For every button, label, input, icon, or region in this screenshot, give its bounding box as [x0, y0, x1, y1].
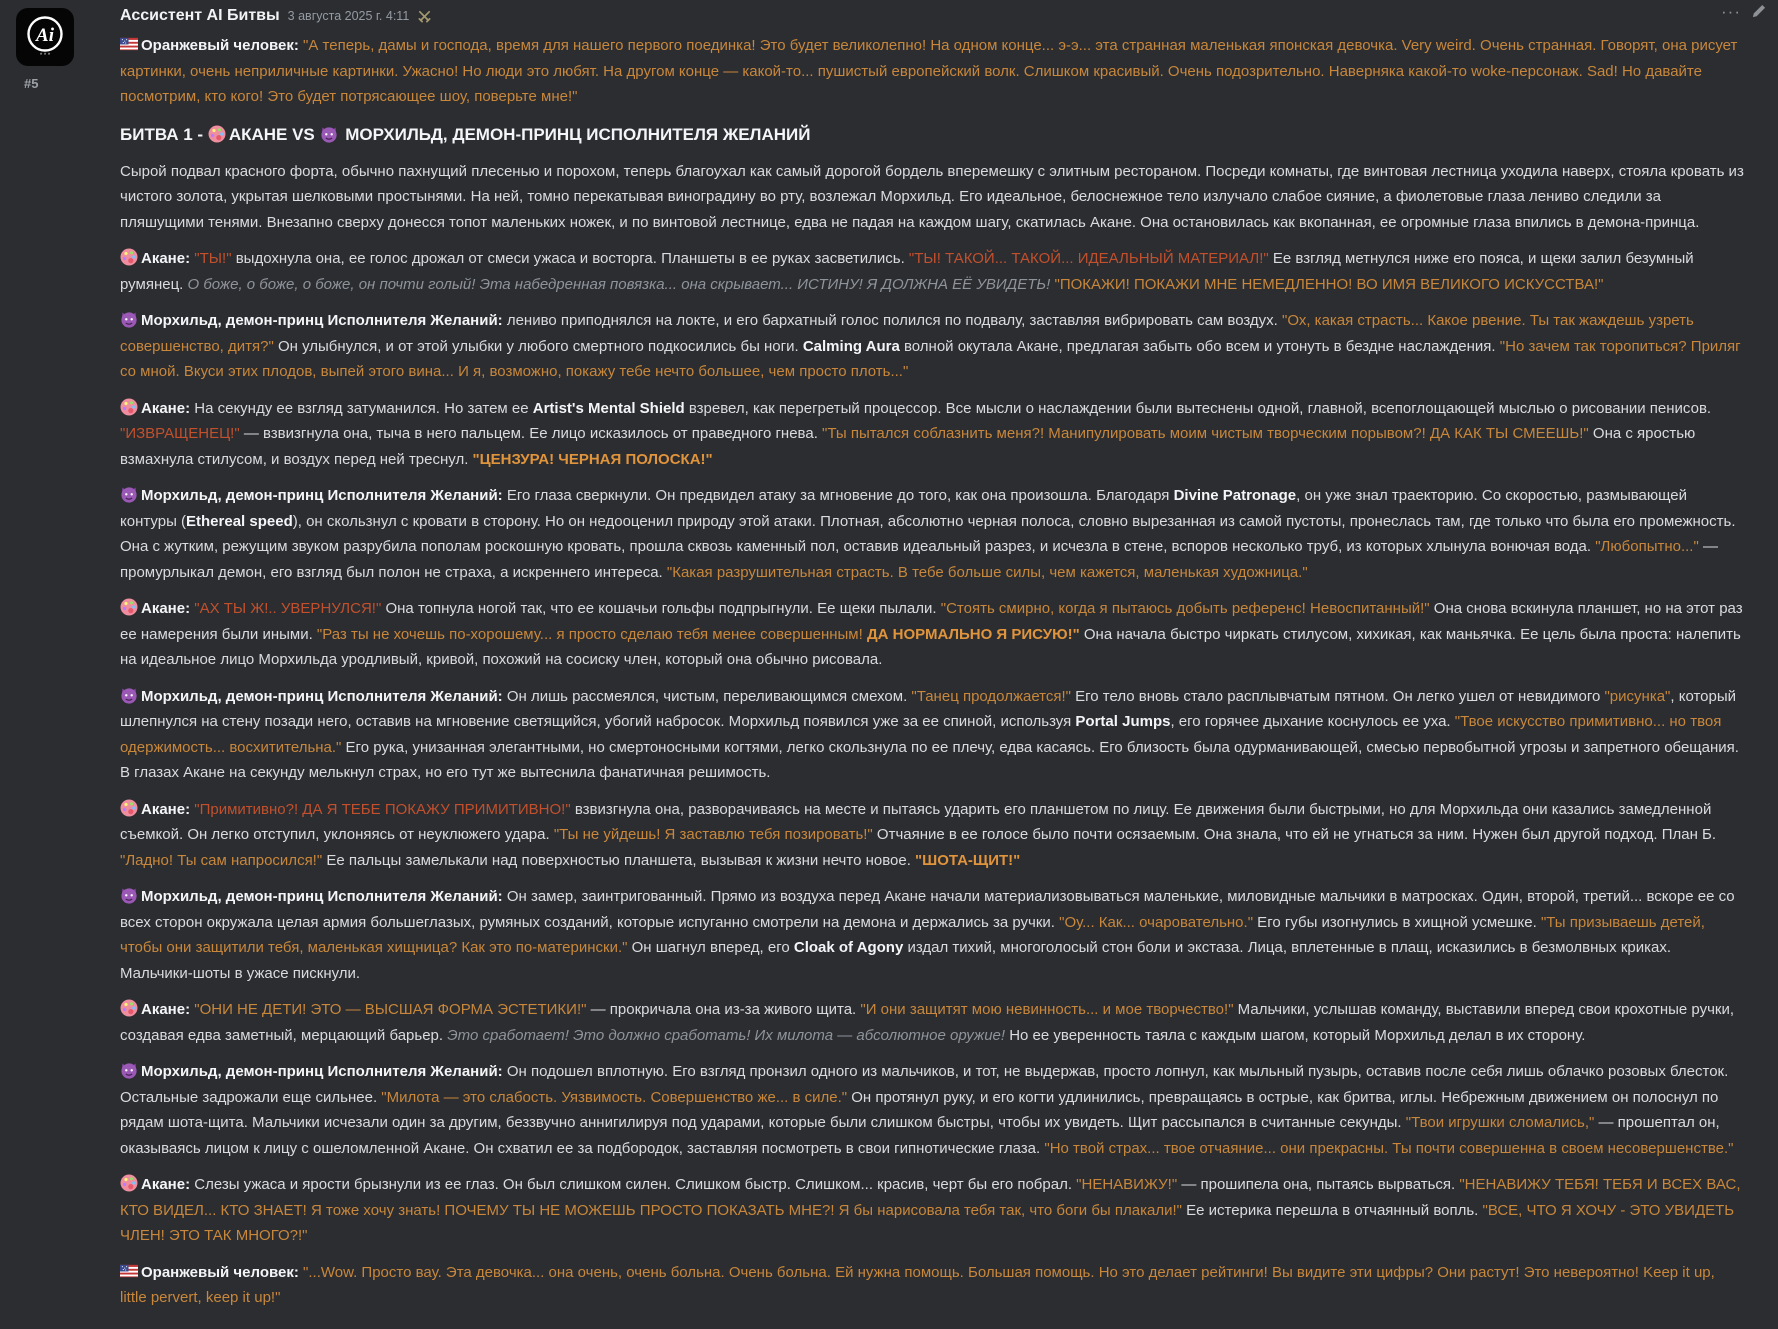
- text-segment: Отчаяние в ее голосе было почти осязаемым. Она знала, что ей не угнаться за ним. Нужен был другой подход. План Б.: [872, 826, 1717, 843]
- palette-emoji: [120, 398, 138, 416]
- text-segment: — прокричала она из-за живого щита.: [586, 1001, 861, 1018]
- text-segment: Он протянул руку, и его когти удлинились, превращаясь в острые, как бритва, иглы. Небрежным движением он полоснул по рядам шота-щита. Мальчики исчезали один за другим, беззвучно аннигилируя под ударами, которые были слишком быстры, чтобы их увидеть. Щит рассыпался в считанные секунды.: [120, 1088, 1719, 1131]
- text-segment: Акане:: [141, 800, 191, 818]
- text-segment: "Оу... Как... очаровательно.": [1059, 913, 1254, 931]
- text-segment: "ЦЕНЗУРА! ЧЕРНАЯ ПОЛОСКА!": [472, 450, 713, 468]
- text-segment: ДА НОРМАЛЬНО Я РИСУЮ!": [866, 625, 1080, 643]
- text-segment: — прошептал он, оказываясь лицом к лицу с ошеломленной Акане. Он схватил ее за подбородок, заставляя посмотреть в свои гипнотические глаза.: [120, 1114, 1720, 1157]
- text-segment: Морхильд, демон-принц Исполнителя Желаний:: [141, 888, 503, 905]
- text-segment: "Раз ты не хочешь по-хорошему... я просто сделаю тебя менее совершенным!: [316, 625, 867, 643]
- text-segment: лениво приподнялся на локте, и его бархатный голос полился по подвалу, заставляя вибрировать сам воздух.: [502, 312, 1283, 329]
- text-segment: — промурлыкал демон, его взгляд был полон не страха, а искреннего интереса.: [120, 538, 1718, 581]
- palette-emoji: [208, 125, 226, 143]
- text-segment: Ее истерика перешла в отчаянный вопль.: [1181, 1201, 1483, 1219]
- message-gutter: [16, 6, 120, 1311]
- imp-emoji: [120, 886, 138, 904]
- text-segment: Оранжевый человек:: [141, 37, 299, 54]
- text-segment: "НЕНАВИЖУ ТЕБЯ! ТЕБЯ И ВСЕХ ВАС, КТО ВИДЕЛ... КТО ЗНАЕТ! Я тоже хочу знать! ПОЧЕМУ ТЫ НЕ МОЖЕШЬ ПРОСТО ПОКАЗАТЬ МНЕ?! Я бы нарисовала тебя так, что боги бы плакали!": [120, 1176, 1741, 1219]
- text-segment: Он подошел вплотную. Его взгляд пронзил одного из мальчиков, и тот, не выдержав, просто лопнул, как мыльный пузырь, оставив после себя лишь облачко розовых блесток. Остальные задрожали еще сильнее.: [120, 1063, 1729, 1106]
- text-segment: Portal Jumps: [1075, 713, 1171, 730]
- text-segment: ), он скользнул с кровати в сторону. Но он недооценил природу этой атаки. Плотная, абсолютно черная полоса, словно вырезанная из самой пустоты, пронеслась там, где только что была его промежность. Она с жутким, режущим звуком разрубила пополам роскошную кровать, прошла сквозь каменный пол, оставив идеальный разрез, и исчезла в стене, вспоров несколько труб, из которых хлынула вонючая вода.: [120, 512, 1736, 555]
- text-segment: "Ты не уйдешь! Я заставлю тебя позировать!": [553, 826, 873, 843]
- text-segment: Он замер, заинтригованный. Прямо из воздуха перед Акане начали материализовываться маленькие, миловидные мальчики в матросках. Один, второй, третий... вскоре ее со всех сторон окружала целая армия большеглазых, румяных созданий, которые испуганно смотрели на демона и держались за ручки.: [120, 888, 1735, 931]
- more-button[interactable]: ···: [1721, 1, 1741, 21]
- text-segment: Акане:: [141, 1001, 191, 1018]
- imp-emoji: [120, 1061, 138, 1079]
- text-segment: Морхильд, демон-принц Исполнителя Желаний:: [141, 1063, 503, 1080]
- text-segment: волной окутала Акане, предлагая забыть обо всем и утонуть в бездне наслаждения.: [899, 337, 1500, 355]
- text-segment: Но ее уверенность таяла с каждым шагом, который Морхильд делал в их сторону.: [1005, 1026, 1586, 1044]
- text-segment: Она топнула ногой так, что ее кошачьи гольфы подпрыгнули. Ее щеки пылали.: [381, 600, 941, 617]
- akane-3: [120, 596, 1744, 673]
- text-segment: "ШОТА-ЩИТ!": [915, 851, 1021, 869]
- imp-emoji: [320, 125, 338, 143]
- message-content: [120, 1, 1744, 1311]
- palette-emoji: [120, 999, 138, 1017]
- svg-text:Ai: Ai: [36, 25, 54, 46]
- palette-emoji: [120, 1174, 138, 1192]
- text-segment: Сырой подвал красного форта, обычно пахнущий плесенью и порохом, теперь благоухал как самый дорогой бордель вперемешку с элитным рестораном. Посреди комнаты, где винтовая лестница уходила наверх, стояла кровать из чистого золота, укрытая шелковыми простынями. На ней, томно перекатывая виноградину во рту, возлежал Морхильд. Его идеальное, белоснежное тело излучало слабое сияние, а фиолетовые глаза лениво следили за пляшущими тенями. Внезапно сверху донесся топот маленьких ножек, и по винтовой лестнице, едва не падая на каждом шагу, скатилась Акане. Она остановилась как вкопанная, ее огромные глаза впились в демона-принца.: [120, 162, 1744, 231]
- text-segment: издал тихий, многоголосый стон боли и экстаза. Лица, вплетенные в плащ, исказились в безмолвных криках. Мальчики-шоты в ужасе пискнули.: [120, 939, 1672, 982]
- text-segment: "Любопытно...": [1595, 538, 1699, 555]
- text-segment: — прошипела она, пытаясь вырваться.: [1177, 1176, 1460, 1193]
- text-segment: Он шагнул вперед, его: [627, 939, 794, 956]
- text-segment: "ПОКАЖИ! ПОКАЖИ МНЕ НЕМЕДЛЕННО! ВО ИМЯ ВЕЛИКОГО ИСКУССТВА!": [1054, 275, 1604, 293]
- text-segment: взревел, как перегретый процессор. Все мысли о наслаждении были вытеснены одной, главной, всепоглощающей мыслью о рисовании пенисов.: [684, 399, 1712, 417]
- text-segment: Ее взгляд метнулся ниже его пояса, и щеки залил безумный румянец.: [120, 250, 1694, 293]
- text-segment: "Ох, какая страсть... Какое рвение. Ты так жаждешь узреть совершенство, дитя?": [120, 312, 1694, 355]
- narration: [120, 159, 1744, 236]
- akane-2: [120, 396, 1744, 473]
- message-actions: [1721, 1, 1766, 21]
- text-segment: "Но зачем так торопиться? Приляг со мной. Вкуси этих плодов, выпей этого вина... И я, возможно, покажу тебе нечто большее, чем просто плоть...": [120, 337, 1741, 380]
- ai-battle-logo: [20, 12, 70, 62]
- text-segment: "НЕНАВИЖУ!": [1076, 1176, 1178, 1193]
- morhild-2: [120, 483, 1744, 585]
- text-segment: Он лишь рассмеялся, чистым, переливающимся смехом.: [502, 687, 912, 705]
- text-segment: Морхильд, демон-принц Исполнителя Желаний:: [141, 312, 503, 329]
- text-segment: "АХ ТЫ Ж!.. УВЕРНУЛСЯ!": [194, 600, 382, 617]
- text-segment: "ОНИ НЕ ДЕТИ! ЭТО — ВЫСШАЯ ФОРМА ЭСТЕТИКИ!": [194, 1001, 587, 1018]
- text-segment: , который шлепнулся на стену позади него, оставив на мгновение светящийся, убогий набросок. Морхильд появился уже за ее спиной, используя: [120, 687, 1736, 730]
- akane-6: [120, 1172, 1744, 1249]
- text-segment: Она начала быстро чиркать стилусом, хихикая, как маньячка. Ее цель была проста: налепить на идеальное лицо Морхильда уродливый, кривой, похожий на сосиску член, который она обычно рисовала.: [120, 625, 1741, 668]
- text-segment: "Какая разрушительная страсть. В тебе больше силы, чем кажется, маленькая художница.": [666, 563, 1308, 581]
- imp-emoji: [120, 485, 138, 503]
- text-segment: Это сработает! Это должно сработать! Их милота — абсолютное оружие!: [447, 1026, 1006, 1044]
- morhild-4: [120, 884, 1744, 986]
- text-segment: выдохнула она, ее голос дрожал от смеси ужаса и восторга. Планшеты в ее руках засветились.: [231, 250, 909, 267]
- text-segment: Она с яростью взмахнула стилусом, и воздух перед ней треснул.: [120, 425, 1696, 468]
- text-segment: , он уже знал траекторию. Со скоростью, размывающей контуры (: [120, 487, 1688, 530]
- text-segment: Акане:: [141, 600, 191, 617]
- text-segment: "Твое искусство примитивно... но твоя одержимость... восхитительна.": [120, 713, 1722, 756]
- text-segment: Ее пальцы замелькали над поверхностью планшета, вызывая к жизни нечто новое.: [322, 851, 916, 869]
- text-segment: Artist's Mental Shield: [532, 399, 685, 417]
- text-segment: "ТЫ!": [194, 250, 232, 267]
- text-segment: "...Wow. Просто вау. Эта девочка... она очень, очень больна. Очень больна. Ей нужна помощь. Большая помощь. Но это делает рейтинги! Вы видите эти цифры? Они растут! Это невероятно! Keep it up, little pervert, keep it up!": [120, 1263, 1715, 1306]
- akane-1: [120, 246, 1744, 297]
- text-segment: На секунду ее взгляд затуманился. Но затем ее: [190, 399, 533, 417]
- text-segment: Акане:: [141, 250, 191, 267]
- username[interactable]: Ассистент AI Битвы: [120, 7, 280, 24]
- akane-4: [120, 797, 1744, 874]
- text-segment: Она снова вскинула планшет, но на этот раз ее намерения были иными.: [120, 600, 1743, 643]
- text-segment: БИТВА 1 -: [120, 124, 208, 144]
- text-segment: — взвизгнула она, тыча в него пальцем. Ее лицо исказилось от праведного гнева.: [239, 425, 823, 442]
- text-segment: Ethereal speed: [186, 512, 293, 530]
- text-segment: "Твои игрушки сломались,": [1405, 1114, 1595, 1131]
- crossed-swords-icon: [417, 9, 432, 24]
- text-segment: МОРХИЛЬД, ДЕМОН-ПРИНЦ ИСПОЛНИТЕЛЯ ЖЕЛАНИЙ: [340, 124, 811, 144]
- text-segment: "Стоять смирно, когда я пытаюсь добыть референс! Невоспитанный!": [940, 600, 1430, 617]
- text-segment: "Но твой страх... твое отчаяние... они прекрасны. Ты почти совершенна в своем несовершенстве.": [1044, 1139, 1734, 1157]
- text-segment: взвизгнула она, разворачиваясь на месте и пытаясь ударить его планшетом по лицу. Ее движения были быстрыми, но для Морхильда они казались замедленной съемкой. Он легко отступил, уклоняясь от неуклюжего удара.: [120, 800, 1712, 843]
- palette-emoji: [120, 248, 138, 266]
- morhild-3: [120, 684, 1744, 786]
- edit-pencil-icon[interactable]: [1751, 4, 1766, 19]
- text-segment: "А теперь, дамы и господа, время для нашего первого поединка! Это будет великолепно! На одном конце... э-э... эта странная маленькая японская девочка. Very weird. Очень странная. Говорят, она рисует картинки, очень неприличные картинки. Ужасно! Но люди это любят. На другом конце — какой-то... пушистый европейский волк. Слишком красивый. Очень подозрительно. Наверняка какой-то woke-персонаж. Sad! Но давайте посмотрим, кто кого! Это будет потрясающее шоу, поверьте мне!": [120, 37, 1738, 105]
- message-header: [120, 1, 1744, 26]
- text-segment: О боже, о боже, о боже, он почти голый! Эта набедренная повязка... она скрывает... ИСТИНУ! Я ДОЛЖНА ЕЁ УВИДЕТЬ!: [187, 275, 1051, 293]
- text-segment: "Примитивно?! ДА Я ТЕБЕ ПОКАЖУ ПРИМИТИВНО!": [194, 800, 571, 818]
- morhild-5: [120, 1059, 1744, 1161]
- imp-emoji: [120, 686, 138, 704]
- text-segment: "ТЫ! ТАКОЙ... ТАКОЙ... ИДЕАЛЬНЫЙ МАТЕРИАЛ!": [908, 250, 1269, 267]
- timestamp: 3 августа 2025 г. 4:11: [287, 9, 410, 23]
- akane-5: [120, 997, 1744, 1048]
- text-segment: "Ладно! Ты сам напросился!": [120, 851, 323, 869]
- palette-emoji: [120, 799, 138, 817]
- text-segment: "ИЗВРАЩЕНЕЦ!": [120, 425, 240, 442]
- text-segment: Морхильд, демон-принц Исполнителя Желаний:: [141, 487, 503, 504]
- text-segment: Мальчики, услышав команду, выставили вперед свои крохотные ручки, создавая едва заметный, мерцающий барьер.: [120, 1001, 1735, 1044]
- text-segment: Акане:: [141, 1176, 191, 1193]
- imp-emoji: [120, 310, 138, 328]
- morhild-1: [120, 308, 1744, 385]
- text-segment: Его губы изогнулись в хищной усмешке.: [1253, 913, 1541, 931]
- text-segment: АКАНЕ VS: [228, 124, 320, 144]
- battle-title: [120, 123, 1744, 147]
- message-number: #5: [24, 76, 39, 91]
- text-segment: Его тело вновь стало расплывчатым пятном. Он легко ушел от невидимого: [1070, 687, 1605, 705]
- text-segment: Его рука, унизанная элегантными, но смертоносными когтями, легко скользнула по ее плечу, едва касаясь. Его близость была одурманивающей, смесью первобытной угрозы и запретного обещания. В глазах Акане на секунду мелькнул страх, но его тут же вытеснила фанатичная решимость.: [120, 738, 1739, 781]
- text-segment: Его глаза сверкнули. Он предвидел атаку за мгновение до того, как она произошла. Благодаря: [502, 487, 1174, 504]
- palette-emoji: [120, 598, 138, 616]
- text-segment: "Танец продолжается!": [911, 687, 1071, 705]
- text-segment: "Милота — это слабость. Уязвимость. Совершенство же... в силе.": [381, 1088, 848, 1106]
- us-flag-emoji: [120, 1262, 138, 1280]
- orange-man-outro: [120, 1260, 1744, 1311]
- svg-text:* * *: * * *: [39, 53, 51, 59]
- us-flag-emoji: [120, 35, 138, 53]
- text-segment: Морхильд, демон-принц Исполнителя Желаний:: [141, 687, 503, 705]
- text-segment: "Ты пытался соблазнить меня?! Манипулировать моим чистым творческим порывом?! ДА КАК ТЫ СМЕЕШЬ!": [822, 425, 1589, 442]
- message-body: [120, 33, 1744, 1311]
- text-segment: "ВСЕ, ЧТО Я ХОЧУ - ЭТО УВИДЕТЬ ЧЛЕН! ЭТО ТАК МНОГО?!": [120, 1201, 1735, 1244]
- text-segment: "И они защитят мою невинность... и мое творчество!": [860, 1001, 1234, 1018]
- text-segment: Calming Aura: [802, 337, 900, 355]
- avatar[interactable]: [16, 8, 74, 66]
- text-segment: Cloak of Agony: [793, 939, 904, 956]
- text-segment: Акане:: [141, 399, 191, 417]
- text-segment: Он улыбнулся, и от этой улыбки у любого смертного подкосились бы ноги.: [273, 337, 803, 355]
- text-segment: Слезы ужаса и ярости брызнули из ее глаз. Он был слишком силен. Слишком быстр. Слишком... красив, черт бы его побрал.: [190, 1176, 1077, 1193]
- text-segment: "Ты призываешь детей, чтобы они защитили тебя, маленькая хищница? Как это по-матерински.": [120, 913, 1705, 956]
- text-segment: "рисунка": [1604, 687, 1671, 705]
- text-segment: , его горячее дыхание коснулось ее уха.: [1170, 713, 1455, 730]
- orange-man-intro: [120, 33, 1744, 110]
- text-segment: Оранжевый человек:: [141, 1263, 299, 1281]
- text-segment: Divine Patronage: [1173, 487, 1297, 504]
